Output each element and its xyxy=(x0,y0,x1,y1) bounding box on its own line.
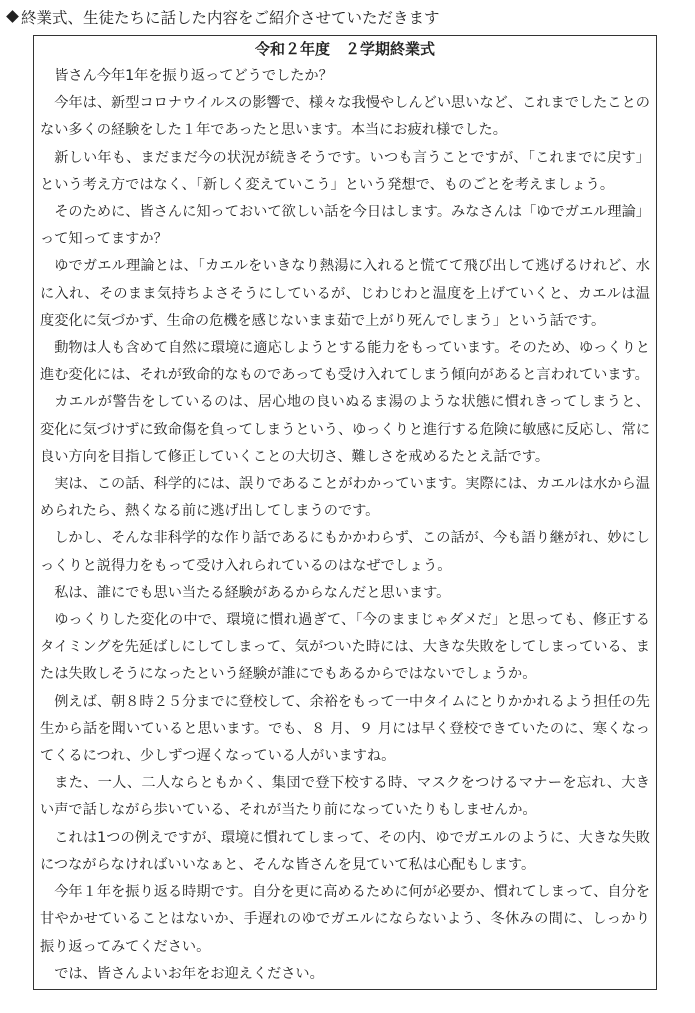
speech-paragraph: そのために、皆さんに知っておいて欲しい話を今日はします。みなさんは「ゆでガエル理論」って知ってますか？ xyxy=(40,204,650,248)
speech-paragraph: 皆さん今年1年を振り返ってどうでしたか？ xyxy=(54,68,333,84)
speech-paragraph: これは1つの例えですが、環境に慣れてしまって、その内、ゆでガエルのように、大きな失敗につながらなければいいなぁと、そんな皆さんを見ていて私は心配もします。 xyxy=(40,829,650,873)
speech-paragraph: ゆっくりした変化の中で、環境に慣れ過ぎて、「今のままじゃダメだ」と思っても、修正するタイミングを先延ばしにしてしまって、気がついた時には、大きな失敗をしてしまっている、または失敗しそうになったという経験が誰にでもあるからではないでしょうか。 xyxy=(40,612,650,683)
speech-paragraph: 私は、誰にでも思い当たる経験があるからなんだと思います。 xyxy=(54,584,451,601)
speech-paragraph: 動物は人も含めて自然に環境に適応しようとする能力をもっています。そのため、ゆっくりと進む変化には、それが致命的なものであっても受け入れてしまう傾向があると言われています。 xyxy=(40,340,650,384)
speech-paragraph: ゆでガエル理論とは、「カエルをいきなり熱湯に入れると慌てて飛び出して逃げるけれど、水に入れ、そのまま気持ちよさそうにしているが、じわじわと温度を上げていくと、カエルは温度変化に気づかず、生命の危機を感じないまま茹で上がり死んでしまう」という話です。 xyxy=(40,258,650,329)
page-heading-text: 終業式、生徒たちに話した内容をご紹介させていただきます xyxy=(21,9,440,27)
speech-title: 令和２年度 ２学期終業式 xyxy=(254,40,435,58)
speech-paragraph: 今年１年を振り返る時期です。自分を更に高めるために何が必要か、慣れてしまって、自分を甘やかせていることはないか、手遅れのゆでガエルにならないよう、冬休みの間に、しっかり振り返ってみてください。 xyxy=(40,884,650,955)
page-heading xyxy=(6,8,686,28)
speech-paragraph: 例えば、朝８時２５分までに登校して、余裕をもって一中タイムにとりかかれるよう担任の先生から話を聞いていると思います。でも、８ 月、９ 月には早く登校できていたのに、寒くなってくるにつれ、少しずつ遅くなっている人がいますね。 xyxy=(40,693,650,765)
speech-paragraph: カエルが警告をしているのは、居心地の良いぬるま湯のような状態に慣れきってしまうと、変化に気づけずに致命傷を負ってしまうという、ゆっくりと進行する危険に敏感に反応し、常に良い方向を目指して修正していくことの大切さ、難しさを戒めるたとえ話です。 xyxy=(40,394,650,465)
speech-paragraph: 今年は、新型コロナウイルスの影響で、様々な我慢やしんどい思いなど、これまでしたことのない多くの経験をした１年であったと思います。本当にお疲れ様でした。 xyxy=(40,95,650,139)
speech-box xyxy=(33,35,657,990)
diamond-bullet-icon xyxy=(6,10,20,24)
speech-paragraph: しかし、そんな非科学的な作り話であるにもかかわらず、この話が、今も語り継がれ、妙にしっくりと説得力をもって受け入れられているのはなぜでしょう。 xyxy=(40,530,650,574)
speech-paragraph: 新しい年も、まだまだ今の状況が続きそうです。いつも言うことですが、「これまでに戻す」という考え方ではなく、「新しく変えていこう」という発想で、ものごとを考えましょう。 xyxy=(40,149,650,193)
speech-paragraph: 実は、この話、科学的には、誤りであることがわかっています。実際には、カエルは水から温められたら、熱くなる前に逃げ出してしまうのです。 xyxy=(40,476,650,520)
speech-paragraph: では、皆さんよいお年をお迎えください。 xyxy=(54,965,324,982)
speech-paragraph: また、一人、二人ならともかく、集団で登下校する時、マスクをつけるマナーを忘れ、大きい声で話しながら歩いている、それが当たり前になっていたりもしませんか。 xyxy=(40,775,650,819)
